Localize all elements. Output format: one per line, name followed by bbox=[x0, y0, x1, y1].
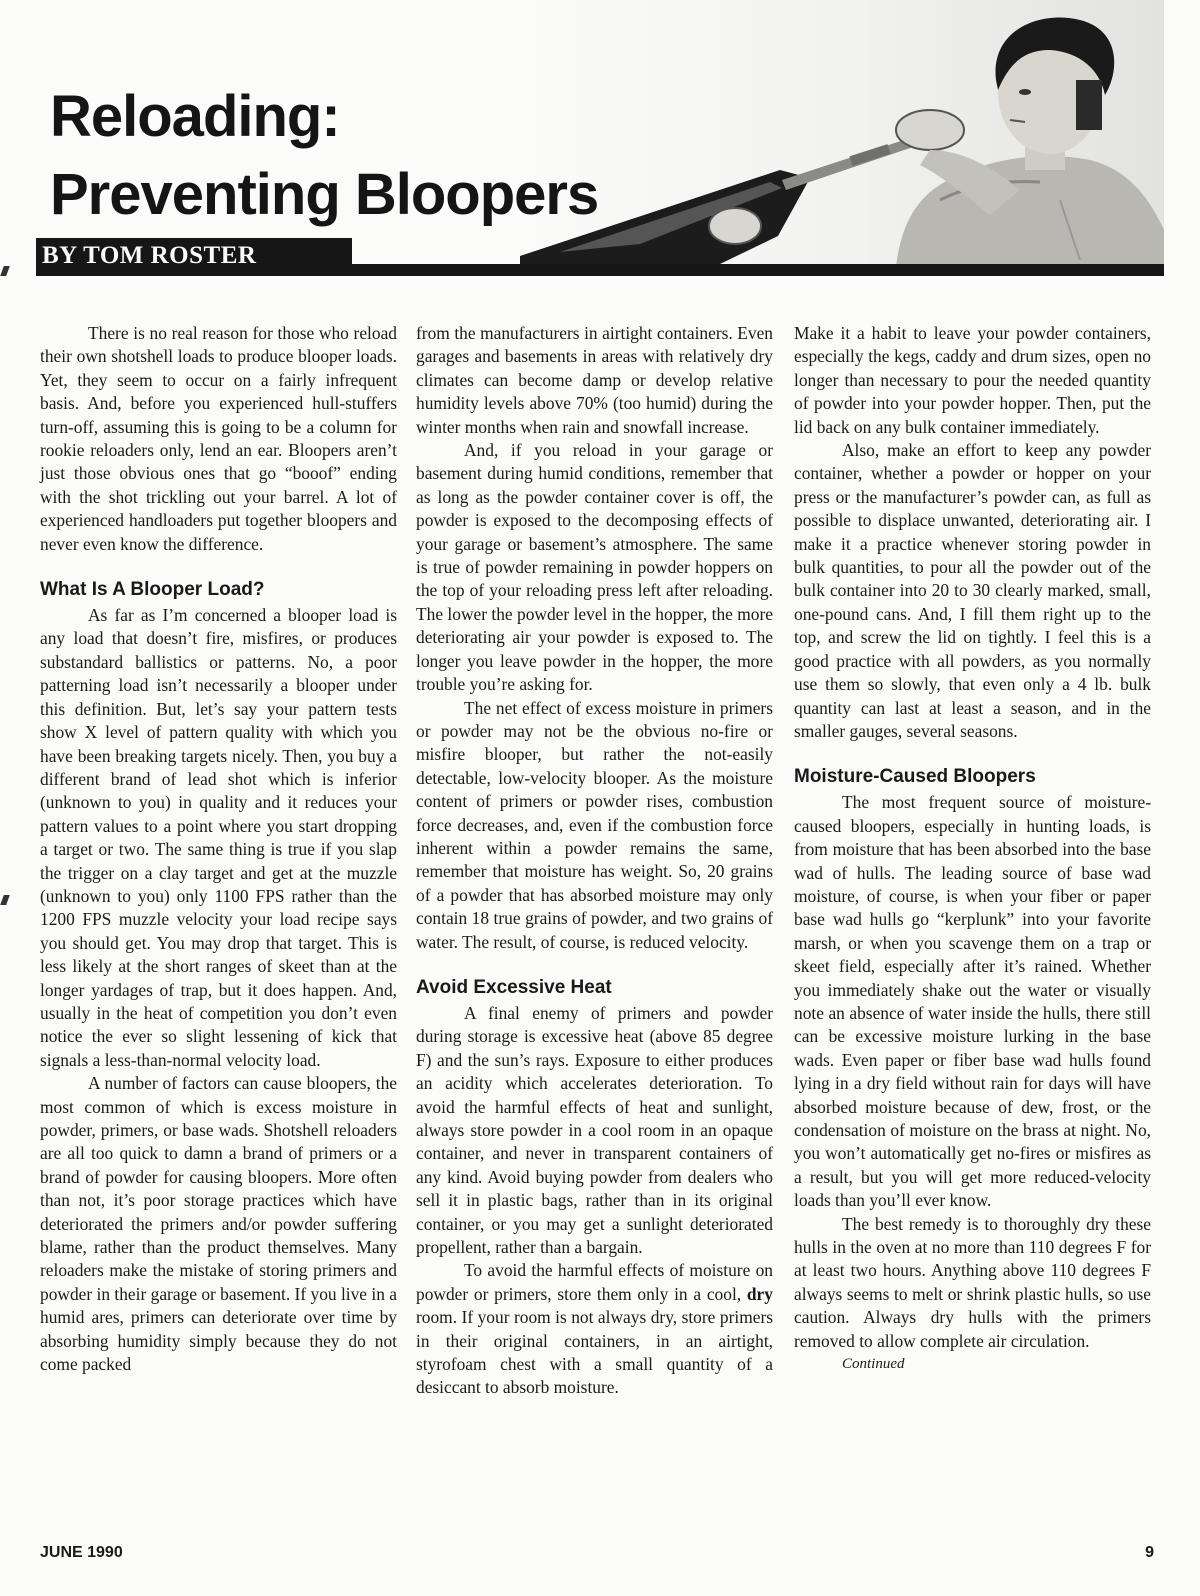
text-run: To avoid the harmful effects of moisture on powder or primers, store them only in a cool, bbox=[416, 1260, 773, 1304]
byline: BY TOM ROSTER bbox=[42, 242, 257, 269]
paragraph: There is no real reason for those who reload their own shotshell loads to produce blooper loads. Yet, they seem to occur on a fairly infrequent basis. And, before you experienced hull-stuffers turn-off, assuming this is going to be a column for rookie reloaders only, lend an ear. Bloopers aren’t just those obvious ones that go “booof” ending with the shot trickling out your barrel. A lot of experienced handloaders put together bloopers and never even know the difference. bbox=[40, 323, 397, 554]
paragraph: A final enemy of primers and powder during storage is excessive heat (above 85 degree F) and the sun’s rays. Exposure to either produces an acidity which accelerates deterioration. To avoid the harmful effects of heat and sunlight, always store powder in a cool room in an opaque container, and never in transparent containers of any kind. Avoid buying powder from dealers who sell it in plastic bags, rather than in its original container, or you may get a sunlight deteriorated propellent, rather than a bargain. bbox=[416, 1002, 773, 1258]
page-number: 9 bbox=[1145, 1544, 1154, 1561]
author-cleaning-shotgun-photo bbox=[520, 0, 1164, 276]
article-title bbox=[50, 78, 598, 234]
paragraph: Make it a habit to leave your powder containers, especially the kegs, caddy and drum sizes, open no longer than necessary to pour the needed quantity of powder into your powder hopper. Then, put the lid back on any bulk container immediately. bbox=[794, 323, 1151, 437]
emphasis-dry: dry bbox=[746, 1283, 773, 1304]
paragraph: The best remedy is to thoroughly dry these hulls in the oven at no more than 110 degrees F for at least two hours. Anything above 110 degrees F always seems to melt or shrink plastic hulls, so use caution. Always dry hulls with the primers removed to allow complete air circulation. bbox=[794, 1213, 1151, 1351]
margin-mark bbox=[0, 895, 10, 905]
margin-mark bbox=[0, 266, 10, 276]
title-line-1: Reloading: bbox=[50, 84, 340, 149]
paragraph: from the manufacturers in airtight containers. Even garages and basements in areas with relatively dry climates can become damp or develop relative humidity levels above 70% (too humid) during the winter months when rain and snowfall increase. bbox=[416, 323, 773, 437]
column-3 bbox=[794, 322, 1151, 1376]
text-run: room. If your room is not always dry, store primers in their original containers, in an airtight, styrofoam chest with a small quantity of a desiccant to absorb moisture. bbox=[416, 1307, 773, 1398]
title-line-2: Preventing Bloopers bbox=[50, 162, 599, 227]
paragraph: The most frequent source of moisture-caused bloopers, especially in hunting loads, is from moisture that has been absorbed into the base wad of hulls. The leading source of base wad moisture, of course, is when your fiber or paper base wad hulls go “kerplunk” into your favorite marsh, or when you scavenge them on a trap or skeet field, especially after it’s rained. Whether you immediately shake out the water or visually note an absence of water inside the hulls, there still can be excessive moisture lurking in the base wads. Even paper or fiber base wad hulls found lying in a dry field without rain for days will have absorbed moisture because of dew, frost, or the condensation of moisture on the brass at night. No, you won’t automatically get no-fires or misfires as a result, but you will get more reduced-velocity loads than you’ll ever know. bbox=[794, 792, 1151, 1211]
section-heading: Moisture-Caused Bloopers bbox=[794, 766, 1036, 788]
column-2 bbox=[416, 322, 773, 1400]
paragraph: And, if you reload in your garage or basement during humid conditions, remember that as long as the powder container cover is off, the powder is exposed to the decomposing effects of your garage or basement’s atmosphere. The same is true of powder remaining in powder hoppers on the top of your reloading press left after reloading. The lower the powder level in the hopper, the more deteriorating air your powder is exposed to. The longer you leave powder in the hopper, the more trouble you’re asking for. bbox=[416, 440, 773, 695]
paragraph bbox=[416, 1259, 773, 1399]
column-1 bbox=[40, 322, 397, 1376]
paragraph: The net effect of excess moisture in primers or powder may not be the obvious no-fire or misfire blooper, but rather the not-easily detectable, low-velocity blooper. As the moisture content of primers or powder rises, combustion force decreases, and, even if the combustion force inherent within a powder remains the same, remember that moisture has weight. So, 20 grains of a powder that has absorbed moisture may only contain 18 true grains of powder, and two grains of water. The result, of course, is reduced velocity. bbox=[416, 697, 773, 952]
paragraph: As far as I’m concerned a blooper load is any load that doesn’t fire, misfires, or produces substandard ballistics or patterns. No, a poor patterning load isn’t necessarily a blooper under this definition. But, let’s say your pattern tests show X level of pattern quality with which you have been breaking targets nicely. Then, you buy a different brand of lead shot which is inferior (unknown to you) in quality and it reduces your pattern values to a point where you start dropping a target or two. The same thing is true if you slap the trigger on a clay target and get at the muzzle (unknown to you) only 1100 FPS rather than the 1200 FPS muzzle velocity your load recipe says you should get. You may drop that target. This is less likely at the short ranges of skeet than at the longer yardages of trap, but it does happen. And, usually in the heat of competition you don’t even notice the ever so slight lessening of kick that signals a less-than-normal velocity load. bbox=[40, 605, 397, 1070]
paragraph: Also, make an effort to keep any powder container, whether a powder or hopper on your press or the manufacturer’s powder can, as full as possible to displace unwanted, deteriorating air. I make it a practice whenever storing powder in bulk quantities, to pour all the powder out of the bulk container into 20 to 30 clearly marked, small, one-pound cans. And, I fill them right up to the top, and screw the lid on tightly. I feel this is a good practice with all powders, as you normally use them so slowly, that even only a 4 lb. bulk quantity can last at least a season, and in the smaller gauges, several seasons. bbox=[794, 440, 1151, 741]
section-heading: What Is A Blooper Load? bbox=[40, 579, 265, 601]
section-heading: Avoid Excessive Heat bbox=[416, 976, 612, 998]
continued-label: Continued bbox=[842, 1356, 905, 1373]
paragraph: A number of factors can cause bloopers, the most common of which is excess moisture in powder, primers, or base wads. Shotshell reloaders are all too quick to damn a brand of primers or a brand of powder for causing bloopers. More often than not, it’s poor storage practices which have deteriorated the primers and/or powder suffering blame, rather than the product themselves. Many reloaders make the mistake of storing primers and powder in their garage or basement. If you live in a humid ares, primers can deteriorate over time by absorbing humidity simply because they do not come packed bbox=[40, 1073, 397, 1375]
issue-date: JUNE 1990 bbox=[40, 1544, 123, 1561]
